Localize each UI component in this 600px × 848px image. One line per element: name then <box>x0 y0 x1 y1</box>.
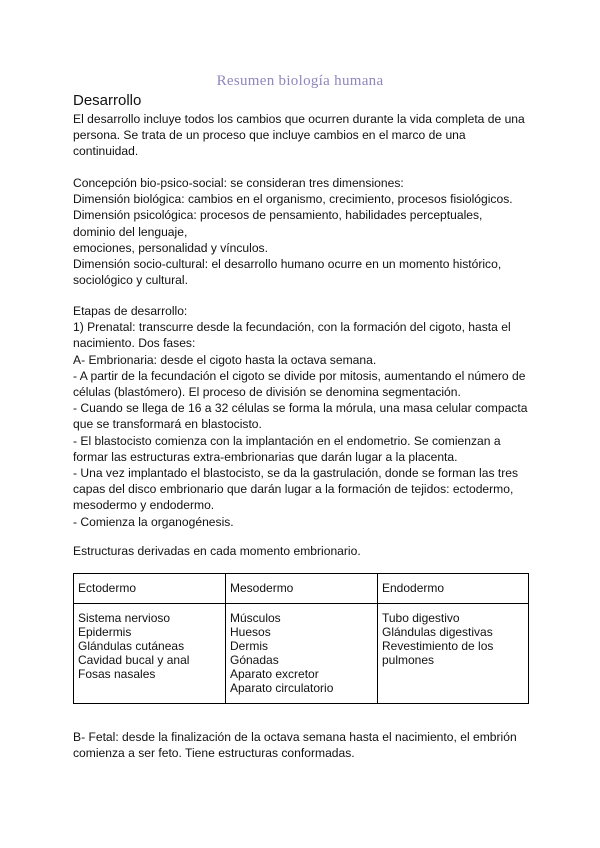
header-endodermo: Endodermo <box>378 574 529 604</box>
fetal-paragraph <box>73 729 533 761</box>
text-line: - Una vez implantado el blastocisto, se da la gastrulación, donde se forman las tres <box>73 466 519 481</box>
text-line: persona. Se trata de un proceso que incluye cambios en el marco de una <box>73 128 466 143</box>
intro-paragraph <box>73 111 533 160</box>
cell-item: Sistema nervioso <box>78 611 171 625</box>
cell-item: Huesos <box>230 625 271 639</box>
text-line: - Comienza la organogénesis. <box>73 514 234 529</box>
text-line: - Cuando se llega de 16 a 32 células se forma la mórula, una masa celular compacta <box>73 401 528 416</box>
text-line: El desarrollo incluye todos los cambios que ocurren durante la vida completa de una <box>73 112 525 126</box>
table-header-row <box>74 574 529 604</box>
text-line: continuidad. <box>73 144 139 159</box>
text-line: A- Embrionaria: desde el cigoto hasta la octava semana. <box>73 352 377 367</box>
cell-mesodermo <box>226 604 378 704</box>
text-line: emociones, personalidad y vínculos. <box>73 240 268 255</box>
text-line: mesodermo y endodermo. <box>73 498 215 513</box>
cell-item: pulmones <box>382 653 435 667</box>
text-line: células (blastómero). El proceso de división se denomina segmentación. <box>73 385 461 400</box>
cell-item: Aparato circulatorio <box>230 681 334 695</box>
cell-item: Aparato excretor <box>230 667 319 681</box>
text-line: capas del disco embrionario que darán lugar a la formación de tejidos: ectodermo, <box>73 482 514 497</box>
text-line: Dimensión psicológica: procesos de pensamiento, habilidades perceptuales, <box>73 208 483 223</box>
text-line: Dimensión socio-cultural: el desarrollo humano ocurre en un momento histórico, <box>73 257 502 272</box>
cell-item: Gónadas <box>230 653 279 667</box>
cell-endodermo <box>378 604 529 704</box>
cell-item: Fosas nasales <box>78 667 156 681</box>
table-row <box>74 604 529 704</box>
cell-item: Dermis <box>230 639 268 653</box>
text-line: - El blastocisto comienza con la implantación en el endometrio. Se comienzan a <box>73 433 501 448</box>
stages-paragraph <box>73 303 533 530</box>
text-line: Concepción bio-psico-social: se consideran tres dimensiones: <box>73 176 404 190</box>
embryonic-structures-table <box>73 573 529 704</box>
dimensions-paragraph <box>73 175 533 288</box>
text-line: Dimensión biológica: cambios en el organismo, crecimiento, procesos fisiológicos. <box>73 192 513 207</box>
text-line: sociológico y cultural. <box>73 273 188 288</box>
cell-item: Glándulas cutáneas <box>78 639 185 653</box>
header-ectodermo: Ectodermo <box>74 574 226 604</box>
text-line: que se transformará en blastocisto. <box>73 417 262 432</box>
cell-item: Músculos <box>230 611 281 625</box>
cell-item: Revestimiento de los <box>382 639 494 653</box>
text-line: nacimiento. Dos fases: <box>73 336 196 351</box>
cell-item: Tubo digestivo <box>382 611 460 625</box>
cell-item: Glándulas digestivas <box>382 625 493 639</box>
cell-ectodermo <box>74 604 226 704</box>
text-line: - A partir de la fecundación el cigoto se divide por mitosis, aumentando el número de <box>73 368 526 383</box>
text-line: dominio del lenguaje, <box>73 224 188 239</box>
text-line: B- Fetal: desde la finalización de la octava semana hasta el nacimiento, el embrión <box>73 730 517 744</box>
table-caption: Estructuras derivadas en cada momento embrionario. <box>73 544 361 558</box>
header-mesodermo: Mesodermo <box>226 574 378 604</box>
text-line: comienza a ser feto. Tiene estructuras conformadas. <box>73 746 355 761</box>
text-line: Etapas de desarrollo: <box>73 304 188 318</box>
document-title: Resumen biología humana <box>216 73 384 89</box>
cell-item: Cavidad bucal y anal <box>78 653 190 667</box>
text-line: 1) Prenatal: transcurre desde la fecundación, con la formación del cigoto, hasta el <box>73 320 511 335</box>
text-line: formar las estructuras extra-embrionarias que darán lugar a la placenta. <box>73 449 458 464</box>
cell-item: Epidermis <box>78 625 132 639</box>
section-heading: Desarrollo <box>73 92 142 109</box>
